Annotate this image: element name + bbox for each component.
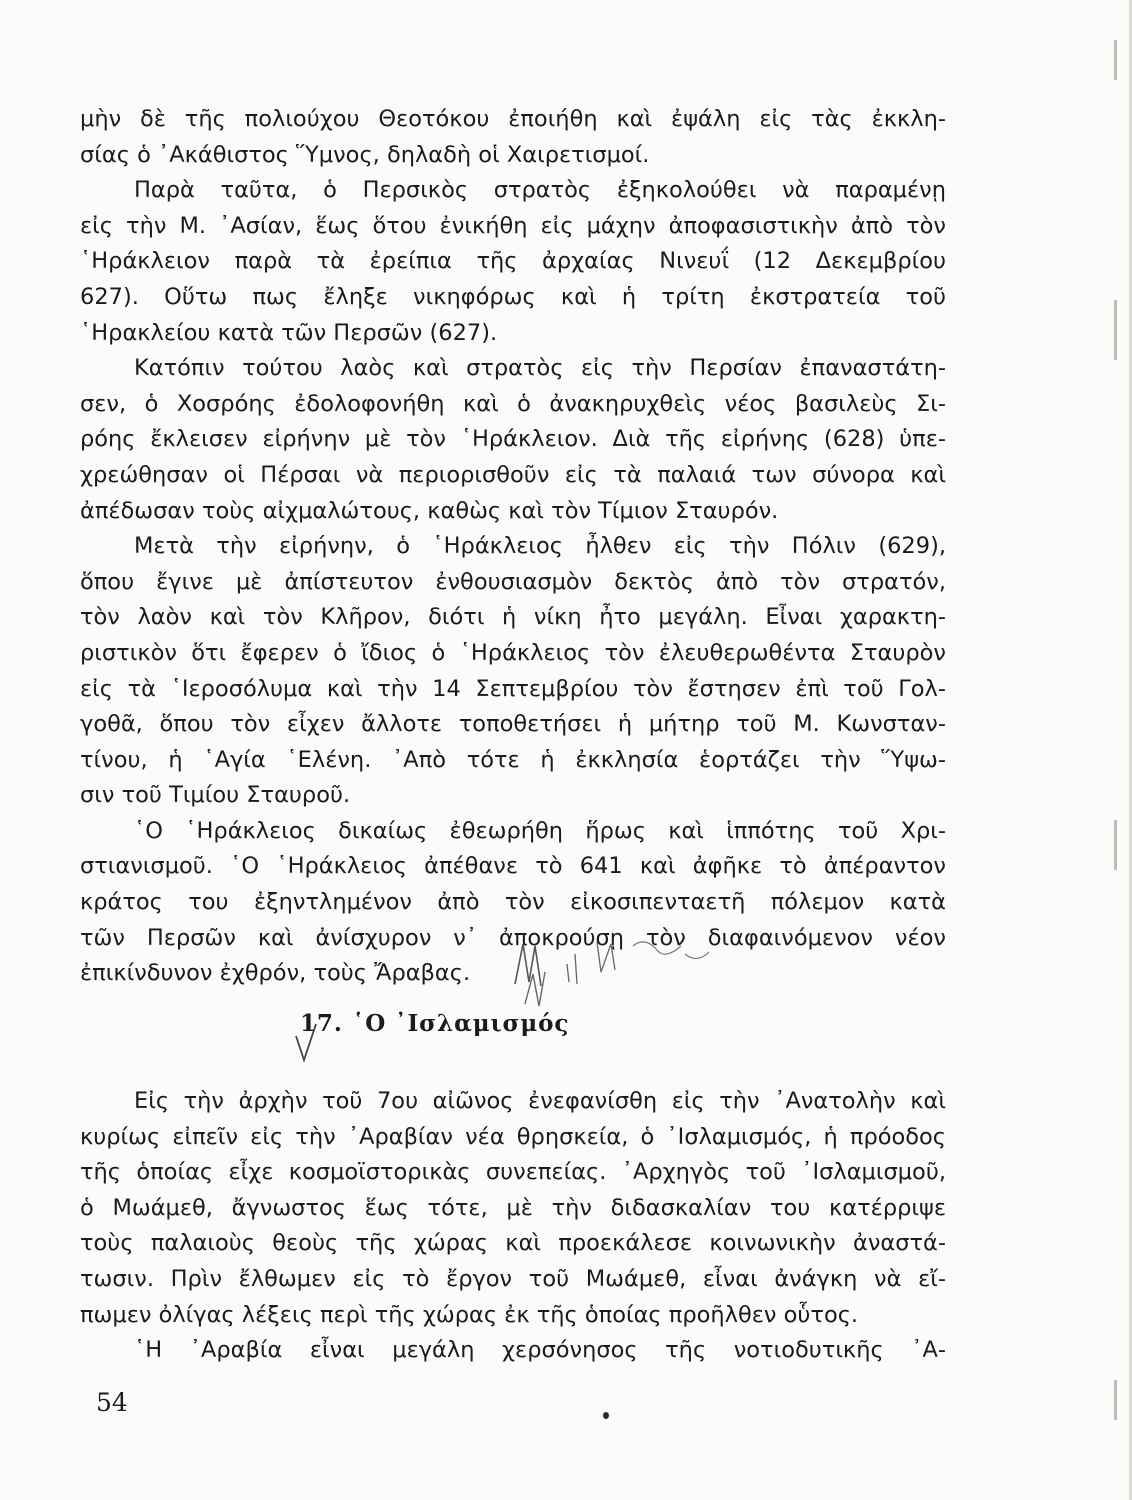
text-line: Κατόπιν τούτου λαὸς καὶ στρατὸς εἰς τὴν Περσίαν ἐπαναστάτη-	[134, 355, 946, 382]
text-line: σιν τοῦ Τιμίου Σταυροῦ.	[80, 782, 351, 809]
text-line: ὅπου ἔγινε μὲ ἀπίστευτον ἐνθουσιασμὸν δεκτὸς ἀπὸ τὸν στρατόν,	[80, 568, 946, 595]
text-line: μὴν δὲ τῆς πολιούχου Θεοτόκου ἐποιήθη καὶ ἐψάλη εἰς τὰς ἐκκλη-	[80, 106, 946, 132]
text-line: στιανισμοῦ. ῾Ο ῾Ηράκλειος ἀπέθανε τὸ 641 καὶ ἀφῆκε τὸ ἀπέραντον	[80, 853, 946, 880]
text-line: εἰς τὴν Μ. ᾿Ασίαν, ἕως ὅτου ἐνικήθη εἰς μάχην ἀποφασιστικὴν ἀπὸ τὸν	[80, 212, 946, 239]
text-line: 627). Οὕτω πως ἔληξε νικηφόρως καὶ ἡ τρίτη ἐκστρατεία τοῦ	[80, 283, 946, 310]
text-line: σίας ὁ ᾿Ακάθιστος Ὕμνος, δηλαδὴ οἱ Χαιρετισμοί.	[80, 141, 650, 168]
text-line: σεν, ὁ Χοσρόης ἐδολοφονήθη καὶ ὁ ἀνακηρυχθεὶς νέος βασιλεὺς Σι-	[80, 390, 946, 417]
text-line: χρεώθησαν οἱ Πέρσαι νὰ περιορισθοῦν εἰς τὰ παλαιά των σύνορα καὶ	[80, 461, 946, 488]
text-line: κράτος του ἐξηντλημένον ἀπὸ τὸν εἰκοσιπενταετῆ πόλεμον κατὰ	[80, 889, 946, 916]
text-line: ῾Ηρακλείου κατὰ τῶν Περσῶν (627).	[80, 319, 498, 346]
text-line: πωμεν ὀλίγας λέξεις περὶ τῆς χώρας ἐκ τῆς ὁποίας προῆλθεν οὗτος.	[80, 1301, 859, 1328]
section-number: 17.	[300, 1010, 343, 1037]
text-line: τίνου, ἡ ῾Αγία ῾Ελένη. ᾿Απὸ τότε ἡ ἐκκλησία ἑορτάζει τὴν Ὕψω-	[80, 746, 946, 773]
text-line: ῾Ηράκλειον παρὰ τὰ ἐρείπια τῆς ἀρχαίας Νινευΐ (12 Δεκεμβρίου	[80, 248, 946, 275]
text-line: τοὺς παλαιοὺς θεοὺς τῆς χώρας καὶ προεκάλεσε κοινωνικὴν ἀναστά-	[80, 1230, 946, 1257]
text-line: ῾Η ᾿Αραβία εἶναι μεγάλη χερσόνησος τῆς νοτιοδυτικῆς ᾿Α-	[134, 1337, 946, 1364]
text-line: Εἰς τὴν ἀρχὴν τοῦ 7ου αἰῶνος ἐνεφανίσθη εἰς τὴν ᾿Ανατολὴν καὶ	[134, 1088, 946, 1114]
handwritten-scribble	[505, 924, 720, 1024]
text-line: ὁ Μωάμεθ, ἄγνωστος ἕως τότε, μὲ τὴν διδασκαλίαν του κατέρριψε	[80, 1194, 946, 1221]
text-line: εἰς τὰ ῾Ιεροσόλυμα καὶ τὴν 14 Σεπτεμβρίου τὸν ἔστησεν ἐπὶ τοῦ Γολ-	[80, 675, 946, 702]
page-edge-mark	[1114, 40, 1117, 80]
section-heading	[300, 1010, 569, 1037]
text-line: κυρίως εἰπεῖν εἰς τὴν ᾿Αραβίαν νέα θρησκεία, ὁ ᾿Ισλαμισμός, ἡ πρόοδος	[80, 1123, 946, 1150]
text-line: τῶν Περσῶν καὶ ἀνίσχυρον ν᾿ ἀποκρούσῃ τὸν διαφαινόμενον νέον	[80, 924, 946, 951]
text-line: γοθᾶ, ὅπου τὸν εἶχεν ἄλλοτε τοποθετήσει ἡ μήτηρ τοῦ Μ. Κωνσταν-	[80, 711, 946, 738]
text-line: Παρὰ ταῦτα, ὁ Περσικὸς στρατὸς ἐξηκολούθει νὰ παραμένῃ	[134, 177, 946, 204]
text-line: ρόης ἔκλεισεν εἰρήνην μὲ τὸν ῾Ηράκλειον. Διὰ τῆς εἰρήνης (628) ὑπε-	[80, 426, 946, 453]
ink-dot	[603, 1412, 609, 1419]
page-edge-mark	[1114, 300, 1117, 360]
text-line: ῾Ο ῾Ηράκλειος δικαίως ἐθεωρήθη ἥρως καὶ ἱππότης τοῦ Χρι-	[134, 817, 946, 844]
page-edge-mark	[1114, 1380, 1117, 1420]
body-text-lower	[80, 1084, 946, 1369]
section-title: ῾Ο ᾿Ισλαμισμός	[352, 1010, 570, 1037]
page-number: 54	[96, 1388, 128, 1417]
text-line: τωσιν. Πρὶν ἔλθωμεν εἰς τὸ ἔργον τοῦ Μωάμεθ, εἶναι ἀνάγκη νὰ εἴ-	[80, 1265, 946, 1292]
text-line: ριστικὸν ὅτι ἔφερεν ὁ ἴδιος ὁ ῾Ηράκλειος τὸν ἐλευθερωθέντα Σταυρὸν	[80, 639, 946, 666]
text-line: Μετὰ τὴν εἰρήνην, ὁ ῾Ηράκλειος ἦλθεν εἰς τὴν Πόλιν (629),	[134, 533, 946, 560]
text-line: ἐπικίνδυνον ἐχθρόν, τοὺς Ἄραβας.	[80, 960, 471, 987]
text-line: τῆς ὁποίας εἶχε κοσμοϊστορικὰς συνεπείας. ᾿Αρχηγὸς τοῦ ᾿Ισλαμισμοῦ,	[80, 1159, 946, 1186]
body-text-upper	[80, 102, 946, 992]
text-line: ἀπέδωσαν τοὺς αἰχμαλώτους, καθὼς καὶ τὸν Τίμιον Σταυρόν.	[80, 497, 779, 524]
text-line: τὸν λαὸν καὶ τὸν Κλῆρον, διότι ἡ νίκη ἦτο μεγάλη. Εἶναι χαρακτη-	[80, 604, 946, 631]
page-edge-mark	[1114, 820, 1117, 870]
